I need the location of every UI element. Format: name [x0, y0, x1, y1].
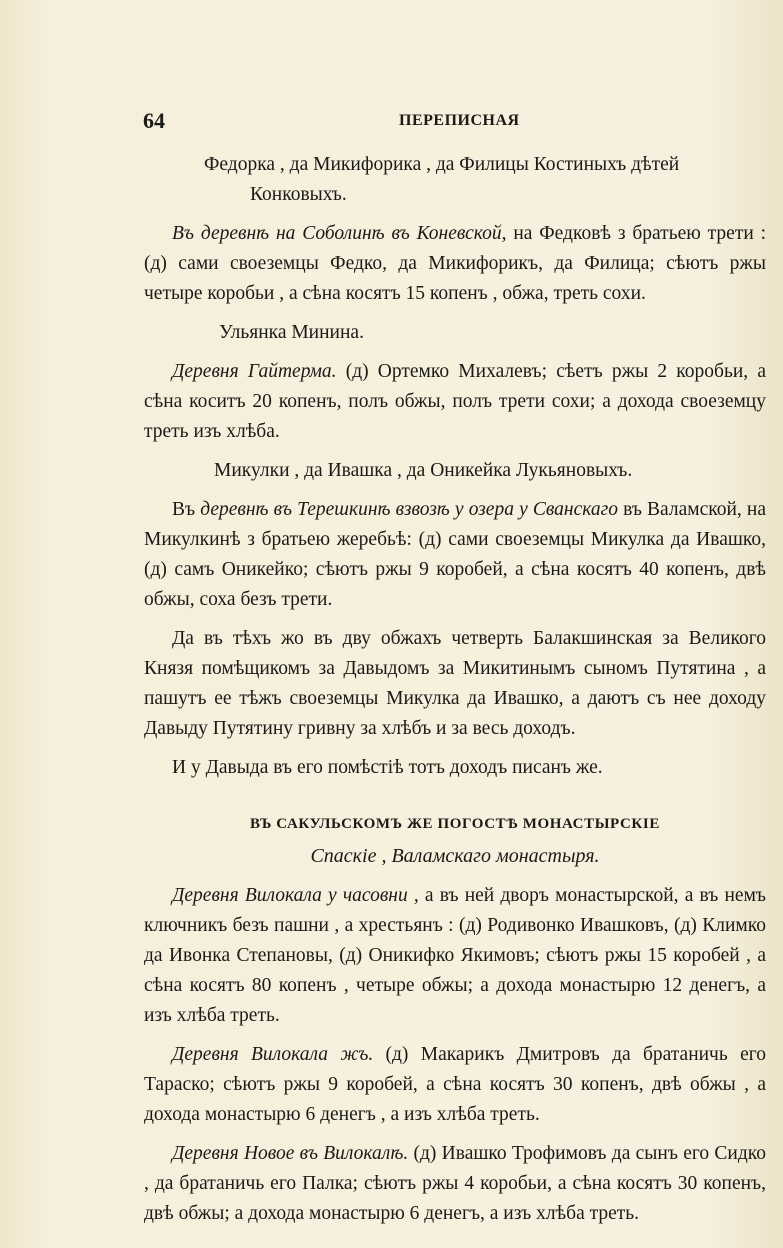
place-name: Деревня Вилокала жъ. [172, 1044, 374, 1065]
place-name: Въ деревнѣ на Соболинѣ въ Коневской, [172, 223, 507, 244]
page-number: 64 [143, 108, 165, 133]
section-heading: ВЪ САКУЛЬСКОМЪ ЖЕ ПОГОСТѢ МОНАСТЫРСКІЕ [250, 816, 660, 832]
page-header [143, 108, 743, 136]
paragraph: Деревня Гайтерма. (д) Ортемко Михалевъ; сѣетъ ржы 2 коробьи, а сѣна коситъ 20 копенъ, полъ обжы, полъ трети сохи; а дохода своеземцу треть изъ хлѣба. [144, 361, 766, 442]
names-line: Ульянка Минина. [219, 322, 364, 343]
paragraph: И у Давыда въ его помѣстіѣ тотъ доходъ писанъ же. [172, 757, 603, 778]
paragraph: Деревня Новое въ Вилокалѣ. (д) Ивашко Трофимовъ да сынъ его Сидко , да братаничь его Палка; сѣютъ ржы 4 коробьи, а сѣна косятъ 30 копенъ, двѣ обжы; а дохода монастырю 6 денегъ, а изъ хлѣба треть. [144, 1143, 766, 1224]
place-name: деревнѣ въ Терешкинѣ взвозѣ у озера у Сванскаго [200, 499, 618, 520]
names-line: Федорка , да Микифорика , да Филицы Костиныхъ дѣтей Конковыхъ. [204, 154, 680, 205]
paragraph: Да въ тѣхъ жо въ дву обжахъ четверть Балакшинская за Великого Князя помѣщикомъ за Давыдомъ за Микитинымъ сыномъ Путятина , а пашутъ ее тѣжъ своеземцы Микулка да Ивашко, а даютъ съ нее доходу Давыду Путятину гривну за хлѣбъ и за весь доходъ. [144, 628, 766, 739]
paragraph: Въ деревнѣ въ Терешкинѣ взвозѣ у озера у Сванскаго въ Валамской, на Микулкинѣ з братьею жеребьѣ: (д) сами своеземцы Микулка да Ивашко, (д) самъ Оникейко; сѣютъ ржы 9 коробей, а сѣна косятъ 40 копенъ, двѣ обжы, соха безъ трети. [144, 499, 767, 610]
paragraph: Деревня Вилокала у часовни , а въ ней дворъ монастырской, а въ немъ ключникъ безъ пашни , а хрестьянъ : (д) Родивонко Ивашковъ, (д) Климко да Ивонка Степановы, (д) Оникифко Якимовъ; сѣютъ ржы 15 коробей , а сѣна косятъ 80 копенъ , четыре обжы; а дохода монастырю 12 денегъ, а изъ хлѣба треть. [144, 885, 766, 1026]
place-name: Деревня Гайтерма. [172, 361, 337, 382]
paragraph: Деревня Вилокала жъ. (д) Макарикъ Дмитровъ да братаничь его Тараско; сѣютъ ржы 9 коробей, а сѣна косятъ 30 копенъ, двѣ обжы , а дохода монастырю 6 денегъ , а изъ хлѣба треть. [144, 1044, 766, 1125]
place-name: Деревня Новое въ Вилокалѣ. [172, 1143, 409, 1164]
page-body [144, 150, 766, 1238]
section-subheading: Спаскіе , Валамскаго монастыря. [310, 845, 600, 867]
paragraph: Въ деревнѣ на Соболинѣ въ Коневской, на Федковѣ з братьею трети : (д) сами своеземцы Федко, да Микифорикъ, да Филица; сѣютъ ржы четыре коробьи , а сѣна косятъ 15 копенъ , обжа, треть сохи. [144, 223, 767, 304]
place-name: Деревня Вилокала у часовни , [172, 885, 419, 906]
names-line: Микулки , да Ивашка , да Оникейка Лукьяновыхъ. [214, 460, 633, 481]
running-title: ПЕРЕПИСНАЯ [399, 112, 520, 129]
